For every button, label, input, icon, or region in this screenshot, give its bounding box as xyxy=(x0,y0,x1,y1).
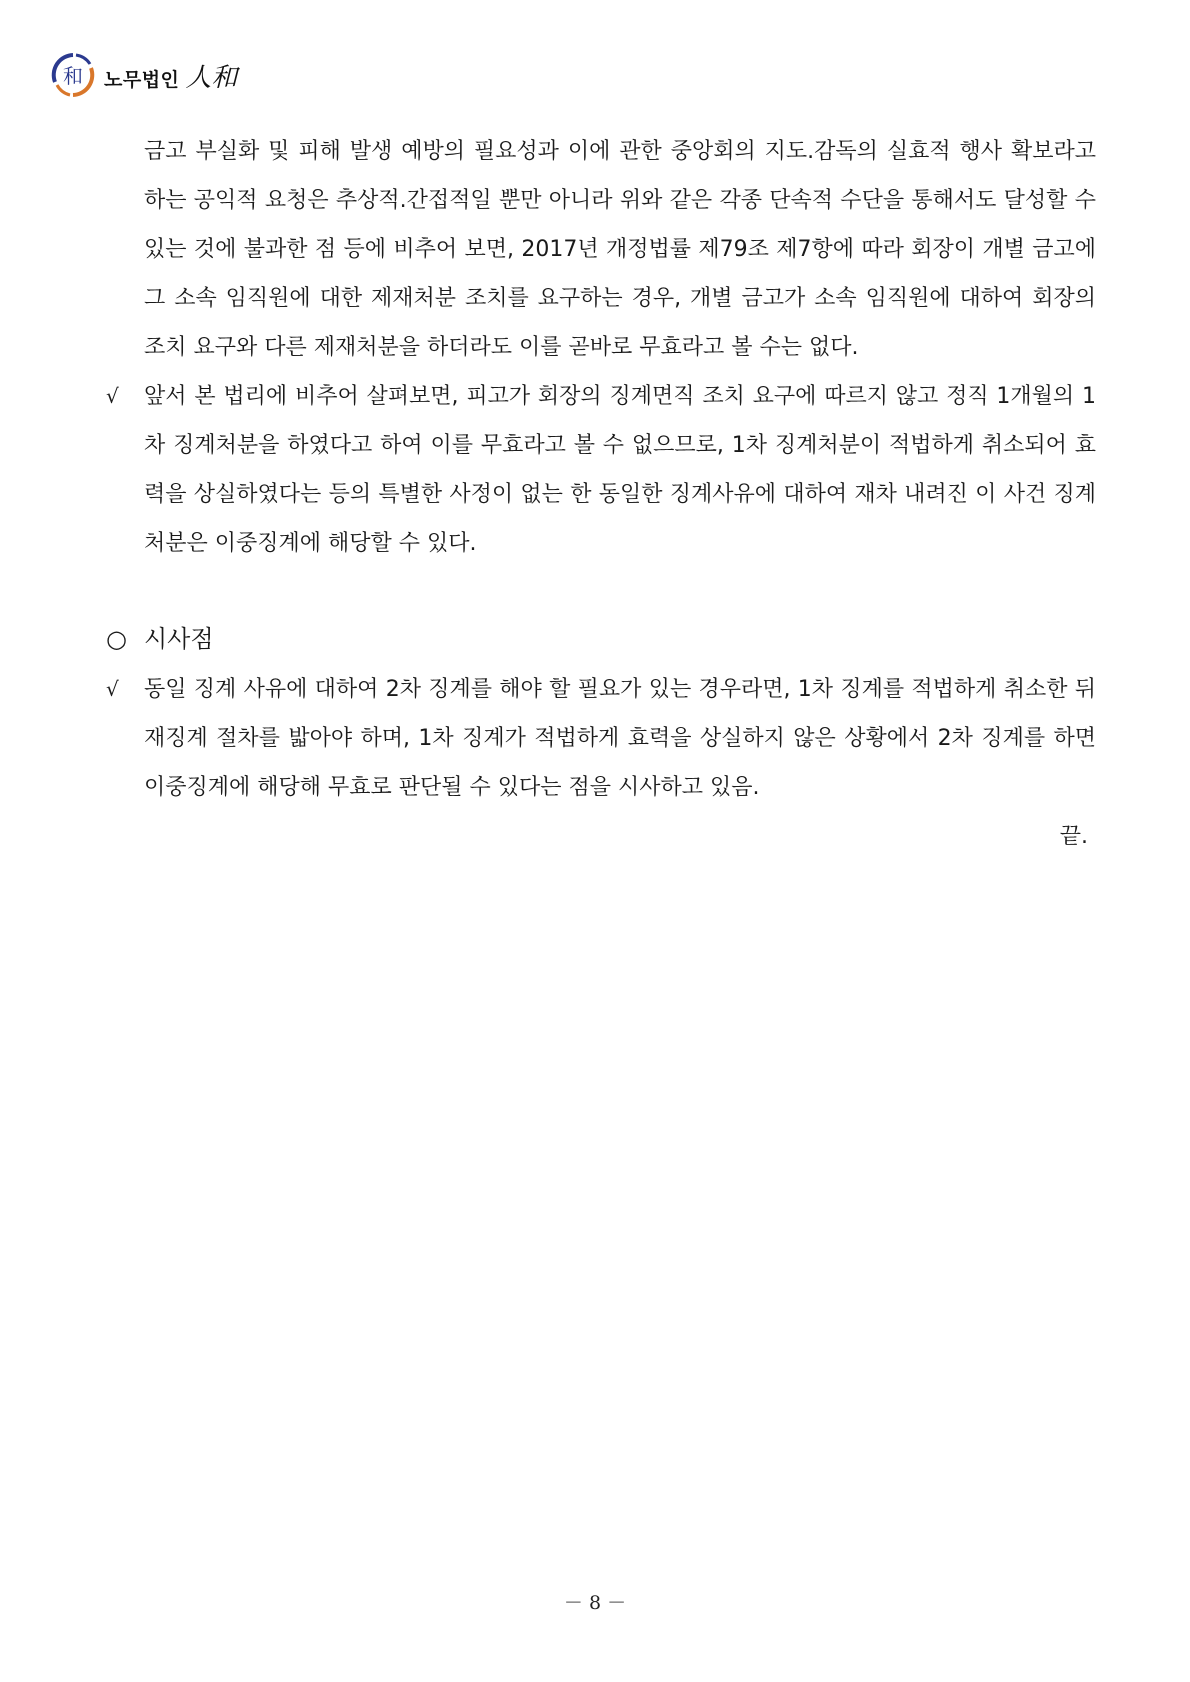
page-number: － 8 － xyxy=(563,1592,627,1614)
brand-name xyxy=(104,57,237,94)
check-item-text: 앞서 본 법리에 비추어 살펴보면, 피고가 회장의 징계면직 조치 요구에 따르지 않고 정직 1개월의 1차 징계처분을 하였다고 하여 이를 무효라고 볼 수 없으므로, 1차 징계처분이 적법하게 취소되어 효력을 상실하였다는 등의 특별한 사정이 없는 한 동일한 징계사유에 대하여 재차 내려진 이 사건 징계처분은 이중징계에 해당할 수 있다. xyxy=(144,384,1096,556)
logo-emblem-icon xyxy=(50,52,96,98)
circle-marker: ○ xyxy=(106,625,127,653)
check-item-text: 동일 징계 사유에 대하여 2차 징계를 해야 할 필요가 있는 경우라면, 1차 징계를 적법하게 취소한 뒤 재징계 절차를 밟아야 하며, 1차 징계가 적법하게 효력을 상실하지 않은 상황에서 2차 징계를 하면 이중징계에 해당해 무효로 판단될 수 있다는 점을 시사하고 있음. xyxy=(144,677,1096,800)
body-paragraph: 금고 부실화 및 피해 발생 예방의 필요성과 이에 관한 중앙회의 지도.감독의 실효적 행사 확보라고 하는 공익적 요청은 추상적.간접적일 뿐만 아니라 위와 같은 각종 단속적 수단을 통해서도 달성할 수 있는 것에 불과한 점 등에 비추어 보면, 2017년 개정법률 제79조 제7항에 따라 회장이 개별 금고에 그 소속 임직원에 대한 제재처분 조치를 요구하는 경우, 개별 금고가 소속 임직원에 대하여 회장의 조치 요구와 다른 제재처분을 하더라도 이를 곧바로 무효라고 볼 수는 없다. xyxy=(144,139,1096,360)
brand-hanja: 人和 xyxy=(185,62,238,93)
page-header xyxy=(50,52,237,98)
end-mark: 끝. xyxy=(1059,824,1088,849)
logo-glyph: 和 xyxy=(63,64,83,88)
firm-logo xyxy=(50,52,96,98)
check-item xyxy=(106,372,1096,568)
document-body xyxy=(106,127,1096,861)
brand-korean: 노무법인 xyxy=(104,68,180,91)
check-item xyxy=(106,665,1096,812)
check-bullet: √ xyxy=(106,677,119,701)
section-title: 시사점 xyxy=(144,625,214,653)
section-heading xyxy=(106,613,1096,665)
check-bullet: √ xyxy=(106,384,119,408)
